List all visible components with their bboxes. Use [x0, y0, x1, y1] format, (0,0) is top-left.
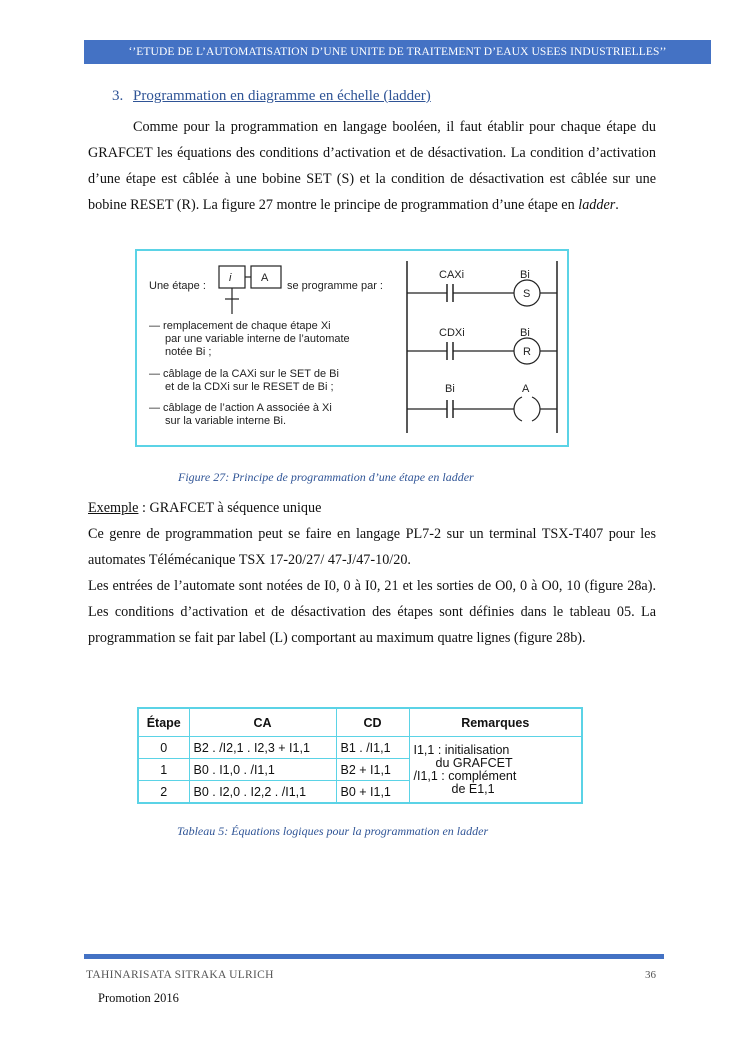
- bullet-3: [149, 402, 332, 427]
- footer-author: TAHINARISATA SITRAKA ULRICH: [86, 969, 274, 981]
- header-ca: CA: [189, 708, 336, 737]
- rung-1-coil-type: S: [523, 288, 531, 300]
- example-title: : GRAFCET à séquence unique: [138, 500, 322, 516]
- example-label: Exemple: [88, 500, 139, 516]
- cell-etape: 0: [138, 737, 189, 759]
- rung-3-coil-left: [514, 397, 522, 421]
- cell-ca: B0 . I2,0 . I2,2 . /I1,1: [189, 781, 336, 804]
- rung-1: [407, 269, 557, 306]
- cell-cd: B0 + I1,1: [336, 781, 409, 804]
- section-number: 3.: [112, 88, 124, 104]
- rung-3-coil-label: A: [522, 383, 530, 395]
- bullet-2-line-1: — câblage de la CAXi sur le SET de Bi: [149, 368, 339, 380]
- remark-line-1: I1,1 : initialisation: [413, 742, 510, 757]
- bullet-2-line-2: et de la CDXi sur le RESET de Bi ;: [165, 381, 334, 393]
- ladder-diagram: [137, 251, 567, 445]
- rung-2-coil-type: R: [523, 346, 531, 358]
- table-row: [138, 737, 582, 759]
- page-number: 36: [645, 969, 656, 981]
- remark-line-3: /I1,1 : complément: [413, 768, 517, 783]
- bullet-3-line-1: — câblage de l’action A associée à Xi: [149, 402, 332, 414]
- cell-ca: B0 . I1,0 . /I1,1: [189, 759, 336, 781]
- section-title-text: Programmation en diagramme en échelle (ladder): [133, 88, 431, 104]
- footer-promotion: Promotion 2016: [98, 991, 179, 1005]
- rung-1-contact-label: CAXi: [439, 269, 465, 281]
- bullet-1-line-1: — remplacement de chaque étape Xi: [149, 320, 331, 332]
- intro-end: .: [615, 197, 619, 213]
- rung-3-coil-right: [532, 397, 540, 421]
- rung-2: [407, 327, 557, 364]
- bullet-3-line-2: sur la variable interne Bi.: [165, 415, 287, 427]
- remark-line-4: de E1,1: [451, 781, 495, 796]
- example-heading: [88, 495, 656, 521]
- cell-etape: 2: [138, 781, 189, 804]
- rung-3: [407, 383, 557, 421]
- intro-text: Comme pour la programmation en langage booléen, il faut établir pour chaque étape du GRAFCET les équations des conditions d’activation et de désactivation. La condition d’activation d’une étape est câblée à une bobine SET (S) et la condition de désactivation est câblée sur une bobine RESET (R). La figure 27 montre le principe de programmation d’une étape en: [88, 119, 656, 213]
- cell-cd: B2 + I1,1: [336, 759, 409, 781]
- step-i: i: [229, 272, 232, 284]
- cell-cd: B1 . /I1,1: [336, 737, 409, 759]
- equations-table: [137, 707, 583, 804]
- action-label: A: [261, 272, 269, 284]
- section-title: [112, 88, 431, 105]
- rung-1-coil-label: Bi: [520, 269, 530, 281]
- rung-3-contact-label: Bi: [445, 383, 455, 395]
- header-cd: CD: [336, 708, 409, 737]
- cell-etape: 1: [138, 759, 189, 781]
- intro-paragraph: [88, 114, 656, 218]
- table-header-row: [138, 708, 582, 737]
- page-header: ‘’ETUDE DE L’AUTOMATISATION D’UNE UNITE DE TRAITEMENT D’EAUX USEES INDUSTRIELLES’’: [84, 40, 711, 64]
- intro-italic: ladder: [578, 197, 616, 213]
- remark-line-2: du GRAFCET: [435, 755, 513, 770]
- rung-2-contact-label: CDXi: [439, 327, 465, 339]
- step-box: [219, 266, 245, 288]
- rung-2-coil-label: Bi: [520, 327, 530, 339]
- figure-27: [135, 249, 569, 447]
- header-etape: Étape: [138, 708, 189, 737]
- example-paragraph-2: Les entrées de l’automate sont notées de I0, 0 à I0, 21 et les sorties de O0, 0 à O0, 10 (figure 28a). Les conditions d’activation et de désactivation des étapes sont définies dans le tableau 05. La programmation se fait par label (L) comportant au maximum quatre lignes (figure 28b).: [88, 578, 656, 646]
- table-caption: Tableau 5: Équations logiques pour la programmation en ladder: [177, 824, 489, 838]
- bullet-1-line-3: notée Bi ;: [165, 346, 212, 358]
- bullet-1-line-2: par une variable interne de l’automate: [165, 333, 350, 345]
- bullet-1: [149, 320, 350, 358]
- programme-label: se programme par :: [287, 280, 383, 292]
- footer-bar: [84, 954, 664, 959]
- bullet-2: [149, 368, 339, 393]
- step-label: Une étape :: [149, 280, 206, 292]
- cell-ca: B2 . /I2,1 . I2,3 + I1,1: [189, 737, 336, 759]
- example-paragraph-1: Ce genre de programmation peut se faire en langage PL7-2 sur un terminal TSX-T407 pour les automates Télémécanique TSX 17-20/27/ 47-J/47-10/20.: [88, 526, 656, 568]
- header-remarques: Remarques: [409, 708, 582, 737]
- cell-remarques: [409, 737, 582, 804]
- figure-caption: Figure 27: Principe de programmation d’une étape en ladder: [178, 470, 474, 484]
